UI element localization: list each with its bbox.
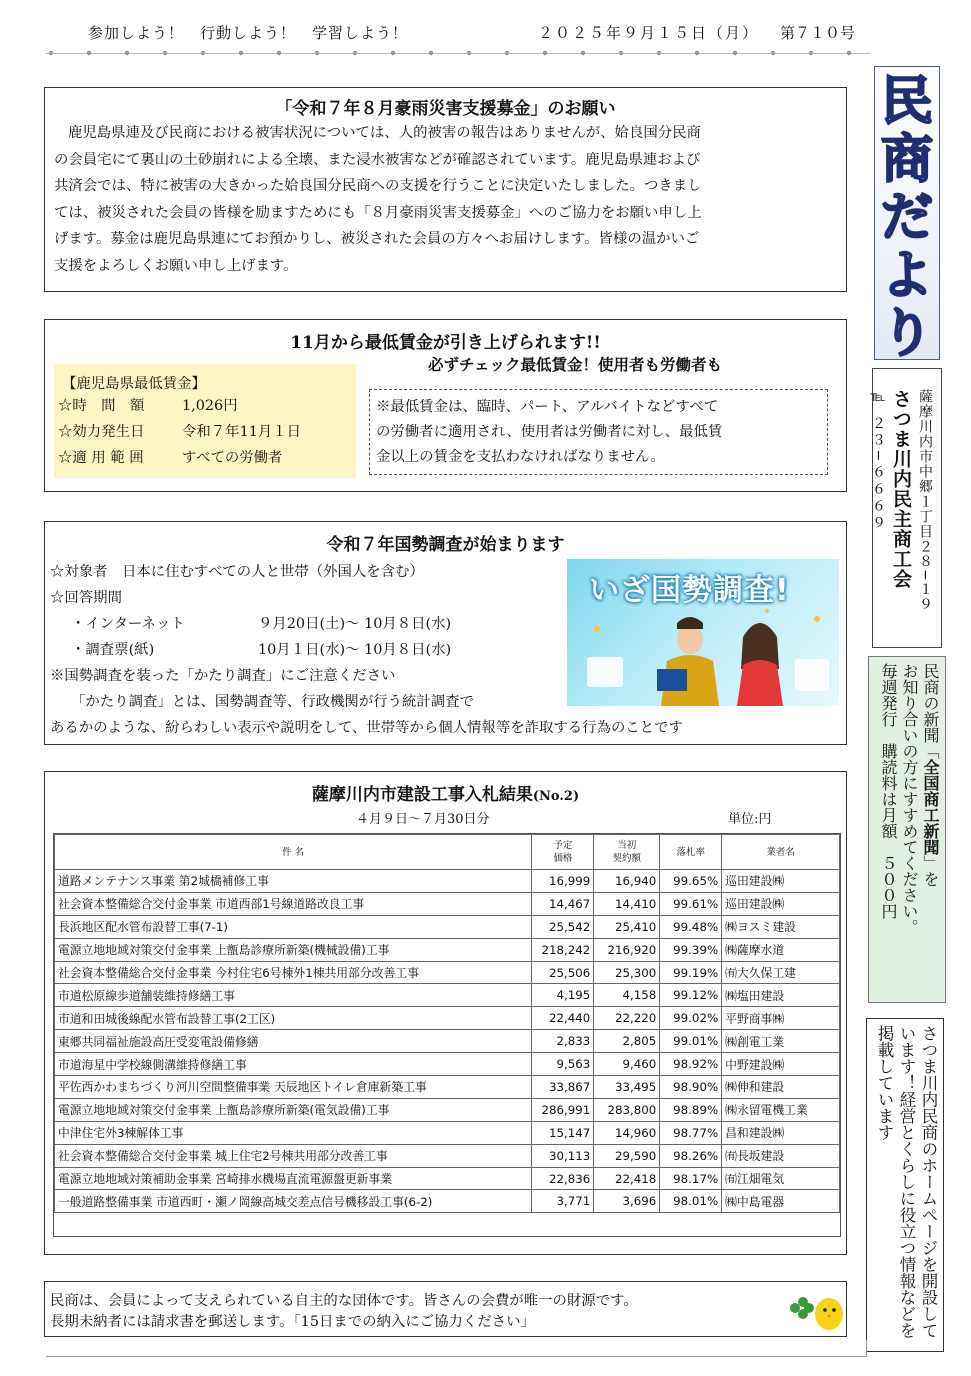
census-poster-figures <box>567 559 839 706</box>
cell-contractor: 昌和建設㈱ <box>722 1121 840 1144</box>
cell-contract-amount: 29,590 <box>594 1144 660 1167</box>
table-row <box>55 892 840 915</box>
disaster-fund-section <box>44 87 847 292</box>
wage-panel-title: 【鹿児島県最低賃金】 <box>62 376 206 392</box>
cell-estimated-price: 25,506 <box>532 961 594 984</box>
table-row <box>55 870 840 893</box>
census-warning: ※国勢調査を装った「かたり調査」にご注意ください <box>50 668 396 684</box>
table-row <box>55 961 840 984</box>
cell-contractor: ㈱伸和建設 <box>722 1076 840 1099</box>
cell-project: 市道和田城後線配水管布設替工事(2工区) <box>55 1007 532 1030</box>
cell-contractor: 中野建設㈱ <box>722 1053 840 1076</box>
table-row <box>55 1053 840 1076</box>
newspaper-name: 全国商工新聞 <box>921 759 940 855</box>
org-name: さつま川内民主商工会 <box>890 389 912 589</box>
census-paper-label: ・調査票(紙) <box>71 642 155 658</box>
cell-contractor: ㈱中島電器 <box>722 1190 840 1213</box>
cell-contract-amount: 14,410 <box>594 892 660 915</box>
cell-bid-rate: 99.65% <box>660 870 722 893</box>
footer-border-line <box>46 1340 867 1357</box>
table-row <box>55 984 840 1007</box>
cell-bid-rate: 98.90% <box>660 1076 722 1099</box>
cell-contract-amount: 22,220 <box>594 1007 660 1030</box>
cell-contract-amount: 216,920 <box>594 938 660 961</box>
cell-bid-rate: 98.26% <box>660 1144 722 1167</box>
wage-row: ☆時 間 額 1,026円 <box>58 398 238 414</box>
table-row <box>55 1007 840 1030</box>
cell-estimated-price: 16,999 <box>532 870 594 893</box>
col-header-estimated-price: 予定 価格 <box>532 835 594 870</box>
cell-bid-rate: 99.19% <box>660 961 722 984</box>
cell-bid-rate: 99.39% <box>660 938 722 961</box>
wage-row: ☆適 用 範 囲 すべての労働者 <box>58 450 283 466</box>
wage-title: 11月から最低賃金が引き上げられます!! <box>290 333 601 353</box>
col-header-bid-rate: 落札率 <box>660 835 722 870</box>
table-row <box>55 1076 840 1099</box>
census-poster-banner: いざ国勢調査! <box>589 573 790 608</box>
table-row <box>55 1098 840 1121</box>
cell-project: 市道松原線歩道舗装維持修繕工事 <box>55 984 532 1007</box>
census-description-2: あるかのような、紛らわしい表示や説明をして、世帯等から個人情報等を詐取する行為のことです <box>50 720 683 736</box>
membership-fee-notice <box>44 1281 847 1337</box>
table-row <box>55 1030 840 1053</box>
sidebar-newspaper-promo <box>868 656 946 1003</box>
newspaper-line-3: 毎週発行 購読料は月額 ５００円 <box>879 663 898 919</box>
cell-estimated-price: 2,833 <box>532 1030 594 1053</box>
cell-bid-rate: 99.12% <box>660 984 722 1007</box>
cell-bid-rate: 99.48% <box>660 915 722 938</box>
cell-project: 市道海星中学校線側溝維持修繕工事 <box>55 1053 532 1076</box>
cell-project: 社会資本整備総合交付金事業 今村住宅6号棟外1棟共用部分改善工事 <box>55 961 532 984</box>
masthead-char: 民 <box>880 72 933 132</box>
cell-contractor: ㈱塩田建設 <box>722 984 840 1007</box>
cell-project: 道路メンテナンス事業 第2城橋補修工事 <box>55 870 532 893</box>
cell-contractor: ㈱創電工業 <box>722 1030 840 1053</box>
cell-contract-amount: 9,460 <box>594 1053 660 1076</box>
cell-contractor: ㈲江畑電気 <box>722 1167 840 1190</box>
cell-estimated-price: 30,113 <box>532 1144 594 1167</box>
table-row <box>55 938 840 961</box>
census-internet-label: ・インターネット <box>71 616 185 632</box>
cell-contract-amount: 4,158 <box>594 984 660 1007</box>
header-date: ２０２５年９月１５日（月） <box>538 24 760 42</box>
table-row <box>55 1121 840 1144</box>
wage-note-box: ※最低賃金は、臨時、パート、アルバイトなどすべて の労働者に適用され、使用者は労働者に対し、最低賃 金以上の賃金を支払わなければなりません。 <box>369 389 828 475</box>
cell-estimated-price: 218,242 <box>532 938 594 961</box>
bid-results-period: ４月９日～７月30日分 <box>356 812 490 827</box>
cell-project: 電源立地地域対策交付金事業 上甑島診療所新築(機械設備)工事 <box>55 938 532 961</box>
cell-estimated-price: 286,991 <box>532 1098 594 1121</box>
cell-contractor: 巡田建設㈱ <box>722 870 840 893</box>
cell-estimated-price: 25,542 <box>532 915 594 938</box>
cell-project: 平佐西かわまちづくり河川空間整備事業 天辰地区トイレ倉庫新築工事 <box>55 1076 532 1099</box>
census-poster-image <box>567 559 839 706</box>
table-row <box>55 1167 840 1190</box>
cell-bid-rate: 99.61% <box>660 892 722 915</box>
cell-contract-amount: 22,418 <box>594 1167 660 1190</box>
sidebar-contact <box>872 368 942 648</box>
cell-estimated-price: 15,147 <box>532 1121 594 1144</box>
census-period-label: ☆回答期間 <box>50 590 122 606</box>
cell-bid-rate: 99.01% <box>660 1030 722 1053</box>
org-address: 薩摩川内市中郷１丁目２８−１９ <box>917 389 933 612</box>
cell-contractor: ㈱ヨスミ建設 <box>722 915 840 938</box>
sidebar-homepage-note: さつま川内民商のホームページを開設しています！経営とくらしに役立つ情報などを掲載しています <box>866 1018 944 1352</box>
cell-estimated-price: 22,440 <box>532 1007 594 1030</box>
cell-estimated-price: 33,867 <box>532 1076 594 1099</box>
cell-contract-amount: 14,960 <box>594 1121 660 1144</box>
census-title: 令和７年国勢調査が始まります <box>326 535 565 555</box>
table-header-row <box>55 835 840 870</box>
cell-bid-rate: 98.77% <box>660 1121 722 1144</box>
cell-bid-rate: 98.01% <box>660 1190 722 1213</box>
cell-bid-rate: 98.92% <box>660 1053 722 1076</box>
table-row <box>55 1190 840 1213</box>
cell-contractor: 平野商事㈱ <box>722 1007 840 1030</box>
masthead-char: よ <box>880 246 933 306</box>
bid-results-unit: 単位:円 <box>728 812 772 827</box>
cell-contractor: 巡田建設㈱ <box>722 892 840 915</box>
cell-contractor: ㈲大久保工建 <box>722 961 840 984</box>
cell-estimated-price: 3,771 <box>532 1190 594 1213</box>
census-paper-dates: 10月１日(水)～ 10月８日(水) <box>258 642 452 658</box>
cell-contract-amount: 25,410 <box>594 915 660 938</box>
header-decorative-divider <box>45 46 870 60</box>
table-row <box>55 1144 840 1167</box>
cell-contract-amount: 25,300 <box>594 961 660 984</box>
cell-contract-amount: 2,805 <box>594 1030 660 1053</box>
cell-project: 電源立地地域対策交付金事業 上甑島診療所新築(電気設備)工事 <box>55 1098 532 1121</box>
cell-project: 電源立地地域対策補助金事業 宮崎排水機場直流電源盤更新事業 <box>55 1167 532 1190</box>
cell-contract-amount: 283,800 <box>594 1098 660 1121</box>
newspaper-line-2: お知り合いの方にすすめてください。 <box>900 663 919 935</box>
disaster-title: 「令和７年８月豪雨災害支援募金」のお願い <box>275 99 616 119</box>
header-issue-number: 第７１０号 <box>780 24 856 42</box>
census-internet-dates: ９月20日(土)～ 10月８日(水) <box>258 616 452 632</box>
org-phone: ℡ ２３−６６６９ <box>870 389 886 533</box>
cell-contractor: ㈲長坂建設 <box>722 1144 840 1167</box>
masthead-char: 商 <box>880 130 933 190</box>
cell-contract-amount: 3,696 <box>594 1190 660 1213</box>
masthead-char: り <box>880 304 933 364</box>
bid-results-title: 薩摩川内市建設工事入札結果(No.2) <box>311 785 580 805</box>
census-target: ☆対象者 日本に住むすべての人と世帯（外国人を含む） <box>50 564 424 580</box>
census-description-1: 「かたり調査」とは、国勢調査等、行政機関が行う統計調査で <box>71 694 474 710</box>
cell-project: 社会資本整備総合交付金事業 城上住宅2号棟共用部分改善工事 <box>55 1144 532 1167</box>
wage-rate-panel <box>54 364 356 478</box>
table-row <box>55 915 840 938</box>
header-slogan: 参加しよう！ 行動しよう！ 学習しよう！ <box>88 24 409 42</box>
masthead-title <box>874 66 940 364</box>
fee-notice-line-2: 長期未納者には請求書を郵送します。「15日までの納入にご協力ください」 <box>50 1314 535 1330</box>
col-header-contract-amount: 当初 契約額 <box>594 835 660 870</box>
cell-project: 東郷共同福祉施設高圧受変電設備修繕 <box>55 1030 532 1053</box>
cell-bid-rate: 98.17% <box>660 1167 722 1190</box>
clover-chick-illustration <box>787 1284 847 1336</box>
cell-contract-amount: 33,495 <box>594 1076 660 1099</box>
cell-project: 長浜地区配水管布設替工事(7-1) <box>55 915 532 938</box>
col-header-contractor: 業者名 <box>722 835 840 870</box>
cell-estimated-price: 14,467 <box>532 892 594 915</box>
col-header-project: 件 名 <box>55 835 532 870</box>
newspaper-line-1: 民商の新聞「全国商工新聞」を <box>921 663 940 887</box>
wage-subtitle: 必ずチェック最低賃金！使用者も労働者も <box>428 355 723 374</box>
cell-bid-rate: 99.02% <box>660 1007 722 1030</box>
disaster-body: 鹿児島県連及び民商における被害状況については、人的被害の報告はありませんが、姶良国分民商 の会員宅にて裏山の土砂崩れによる全壊、また浸水被害などが確認されています。鹿児島県連および 共済会では、特に被害の大きかった姶良国分民商への支援を行うことに決定いたしました。つきまし ては、被災された会員の皆様を励ますためにも「８月豪雨災害支援募金」へのご協力をお願い申し上 げます。募金は鹿児島県連にてお預かりし、被災された会員の方々へお届けします。皆様の温かいご 支援をよろしくお願い申し上げます。 <box>54 125 702 274</box>
cell-project: 社会資本整備総合交付金事業 市道西部1号線道路改良工事 <box>55 892 532 915</box>
cell-contractor: ㈱薩摩水道 <box>722 938 840 961</box>
cell-contractor: ㈱永留電機工業 <box>722 1098 840 1121</box>
bid-results-table <box>53 833 841 1237</box>
cell-bid-rate: 98.89% <box>660 1098 722 1121</box>
cell-estimated-price: 9,563 <box>532 1053 594 1076</box>
cell-project: 一般道路整備事業 市道西町・瀬ノ岡線高城交差点信号機移設工事(6-2) <box>55 1190 532 1213</box>
cell-estimated-price: 4,195 <box>532 984 594 1007</box>
masthead-char: だ <box>880 188 933 248</box>
wage-row: ☆効力発生日 令和７年11月１日 <box>58 424 302 440</box>
cell-estimated-price: 22,836 <box>532 1167 594 1190</box>
fee-notice-line-1: 民商は、会員によって支えられている自主的な団体です。皆さんの会費が唯一の財源です。 <box>50 1293 638 1309</box>
cell-contract-amount: 16,940 <box>594 870 660 893</box>
cell-project: 中津住宅外3棟解体工事 <box>55 1121 532 1144</box>
